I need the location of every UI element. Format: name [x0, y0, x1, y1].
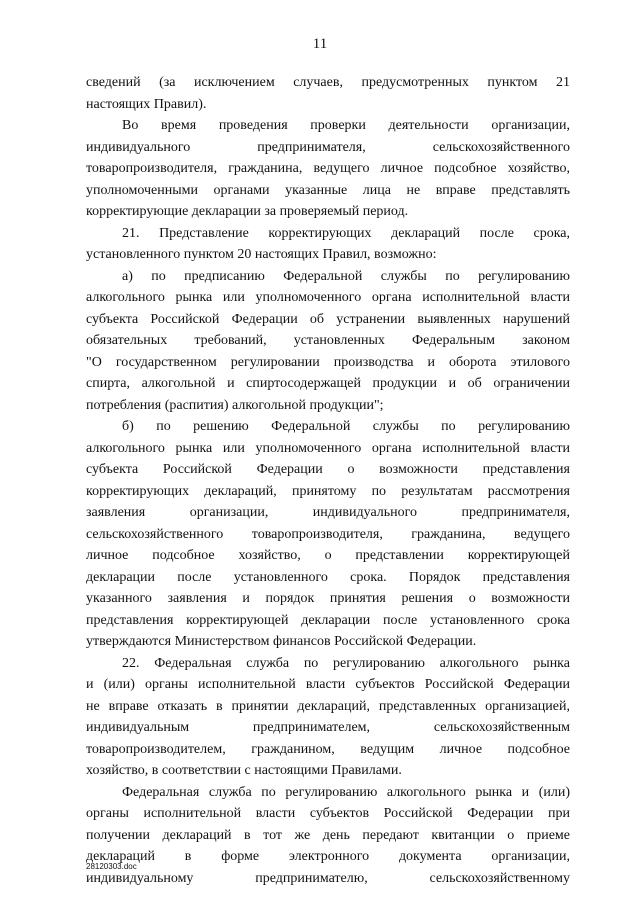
- text-line: алкогольного рынка или уполномоченного органа исполнительной власти: [86, 440, 570, 456]
- text-line: субъекта Российской Федерации об устранении выявленных нарушений: [86, 311, 570, 327]
- text-line: 22. Федеральная служба по регулированию алкогольного рынка: [122, 655, 570, 671]
- text-line: личное подсобное хозяйство, о представлении корректирующей: [86, 548, 570, 563]
- text-line: алкогольного рынка или уполномоченного органа исполнительной власти: [86, 290, 570, 305]
- text-line: индивидуальным предпринимателем, сельскохозяйственным: [86, 720, 570, 735]
- text-line: утверждаются Министерством финансов Российской Федерации.: [86, 634, 477, 649]
- text-line: настоящих Правил).: [86, 96, 207, 112]
- text-line: уполномоченными органами указанные лица не вправе представлять: [86, 182, 570, 198]
- text-line: потребления (распития) алкогольной продукции";: [86, 397, 384, 413]
- text-line: корректирующих деклараций, принятому по результатам рассмотрения: [86, 483, 570, 499]
- text-line: деклараций в форме электронного документа организации,: [86, 849, 570, 864]
- text-line: Федеральная служба по регулированию алкогольного рынка и (или): [122, 784, 570, 800]
- text-line: хозяйство, в соответствии с настоящими Правилами.: [86, 763, 402, 778]
- text-line: представления корректирующей декларации после установленного срока: [86, 612, 570, 628]
- document-body: [86, 72, 570, 889]
- text-line: сведений (за исключением случаев, предусмотренных пунктом 21: [86, 75, 570, 90]
- text-line: Во время проведения проверки деятельности организации,: [122, 118, 570, 133]
- text-line: индивидуальному предпринимателю, сельскохозяйственному: [86, 870, 570, 886]
- text-line: корректирующие декларации за проверяемый период.: [86, 204, 409, 219]
- text-line: получении деклараций в тот же день передают квитанции о приеме: [86, 827, 570, 843]
- text-line: индивидуального предпринимателя, сельскохозяйственного: [86, 139, 570, 155]
- text-line: указанного заявления и порядок принятия решения о возможности: [86, 591, 570, 606]
- text-line: 21. Представление корректирующих деклараций после срока,: [122, 225, 570, 241]
- text-line: а) по предписанию Федеральной службы по регулированию: [122, 268, 570, 284]
- footer-filename: 28120303.doc: [86, 862, 137, 871]
- page-number: 11: [312, 36, 328, 52]
- text-line: обязательных требований, установленных Федеральным законом: [86, 333, 570, 348]
- text-line: товаропроизводителя, гражданина, ведущего личное подсобное хозяйство,: [86, 161, 570, 176]
- text-line: б) по решению Федеральной службы по регулированию: [122, 419, 570, 434]
- text-line: органы исполнительной власти субъектов Российской Федерации при: [86, 806, 570, 821]
- text-line: заявления организации, индивидуального предпринимателя,: [86, 505, 570, 520]
- text-line: и (или) органы исполнительной власти субъектов Российской Федерации: [86, 677, 570, 692]
- text-line: "О государственном регулировании производства и оборота этилового: [86, 354, 570, 370]
- text-line: декларации после установленного срока. Порядок представления: [86, 569, 570, 585]
- text-line: сельскохозяйственного товаропроизводителя, гражданина, ведущего: [86, 526, 570, 542]
- text-line: установленного пунктом 20 настоящих Правил, возможно:: [86, 247, 437, 262]
- text-line: спирта, алкогольной и спиртосодержащей продукции и об ограничении: [86, 376, 570, 391]
- text-line: не вправе отказать в принятии деклараций, представленных организацией,: [86, 698, 570, 714]
- text-line: товаропроизводителем, гражданином, ведущим личное подсобное: [86, 741, 570, 757]
- text-line: субъекта Российской Федерации о возможности представления: [86, 462, 570, 477]
